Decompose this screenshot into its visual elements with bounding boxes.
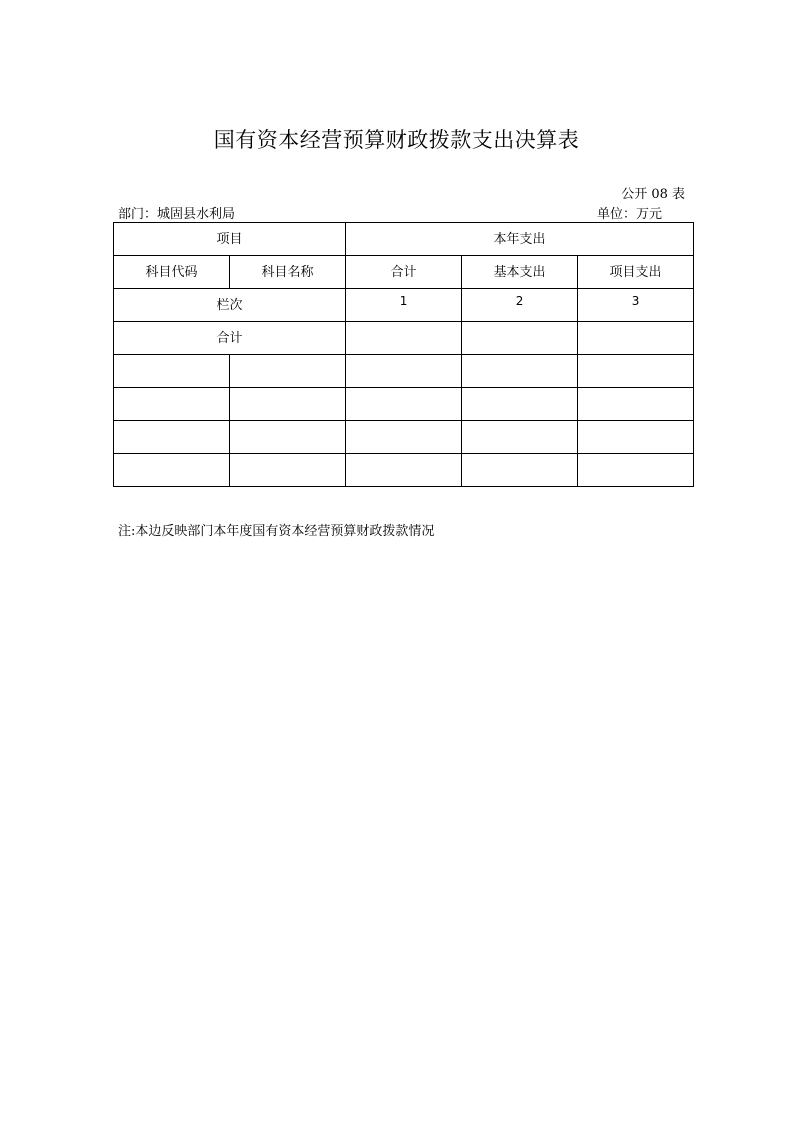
- table-cell: [230, 454, 346, 487]
- table-row: [114, 355, 694, 388]
- table-cell: [578, 355, 694, 388]
- table-cell: [230, 388, 346, 421]
- table-index-row: [114, 289, 694, 322]
- table-cell: [114, 355, 230, 388]
- table-cell: [346, 355, 462, 388]
- row-index-label: 栏次: [114, 289, 346, 322]
- table-cell: [114, 388, 230, 421]
- department-label: 部门：城固县水利局: [118, 207, 236, 222]
- col-total: 合计: [346, 256, 462, 289]
- budget-table: [113, 222, 694, 487]
- header-spending: 本年支出: [346, 223, 694, 256]
- table-cell: [578, 454, 694, 487]
- table-row: [114, 454, 694, 487]
- table-cell: [346, 421, 462, 454]
- table-cell: [462, 388, 578, 421]
- table-cell: [230, 355, 346, 388]
- table-cell: [462, 322, 578, 355]
- col-code: 科目代码: [114, 256, 230, 289]
- header-item: 项目: [114, 223, 346, 256]
- table-cell: [114, 454, 230, 487]
- table-cell: [578, 421, 694, 454]
- table-total-row: [114, 322, 694, 355]
- table-cell: [462, 355, 578, 388]
- total-label: 合计: [114, 322, 346, 355]
- table-row: [114, 388, 694, 421]
- unit-label: 单位：万元: [597, 207, 663, 222]
- table-subheader-row: [114, 256, 694, 289]
- col-project: 项目支出: [578, 256, 694, 289]
- col-name: 科目名称: [230, 256, 346, 289]
- table-cell: [346, 454, 462, 487]
- table-cell: [346, 388, 462, 421]
- table-cell: [578, 388, 694, 421]
- table-row: [114, 421, 694, 454]
- table-cell: [230, 421, 346, 454]
- col-basic: 基本支出: [462, 256, 578, 289]
- footnote: 注:本边反映部门本年度国有资本经营预算财政拨款情况: [118, 524, 435, 539]
- table-cell: [462, 454, 578, 487]
- table-header-row: [114, 223, 694, 256]
- table-cell: [114, 421, 230, 454]
- index-1: 1: [346, 289, 462, 322]
- table-cell: [578, 322, 694, 355]
- page-title: 国有资本经营预算财政拨款支出决算表: [213, 128, 580, 152]
- index-2: 2: [462, 289, 578, 322]
- form-number: 公开 08 表: [621, 187, 685, 202]
- table-cell: [346, 322, 462, 355]
- index-3: 3: [578, 289, 694, 322]
- table-cell: [462, 421, 578, 454]
